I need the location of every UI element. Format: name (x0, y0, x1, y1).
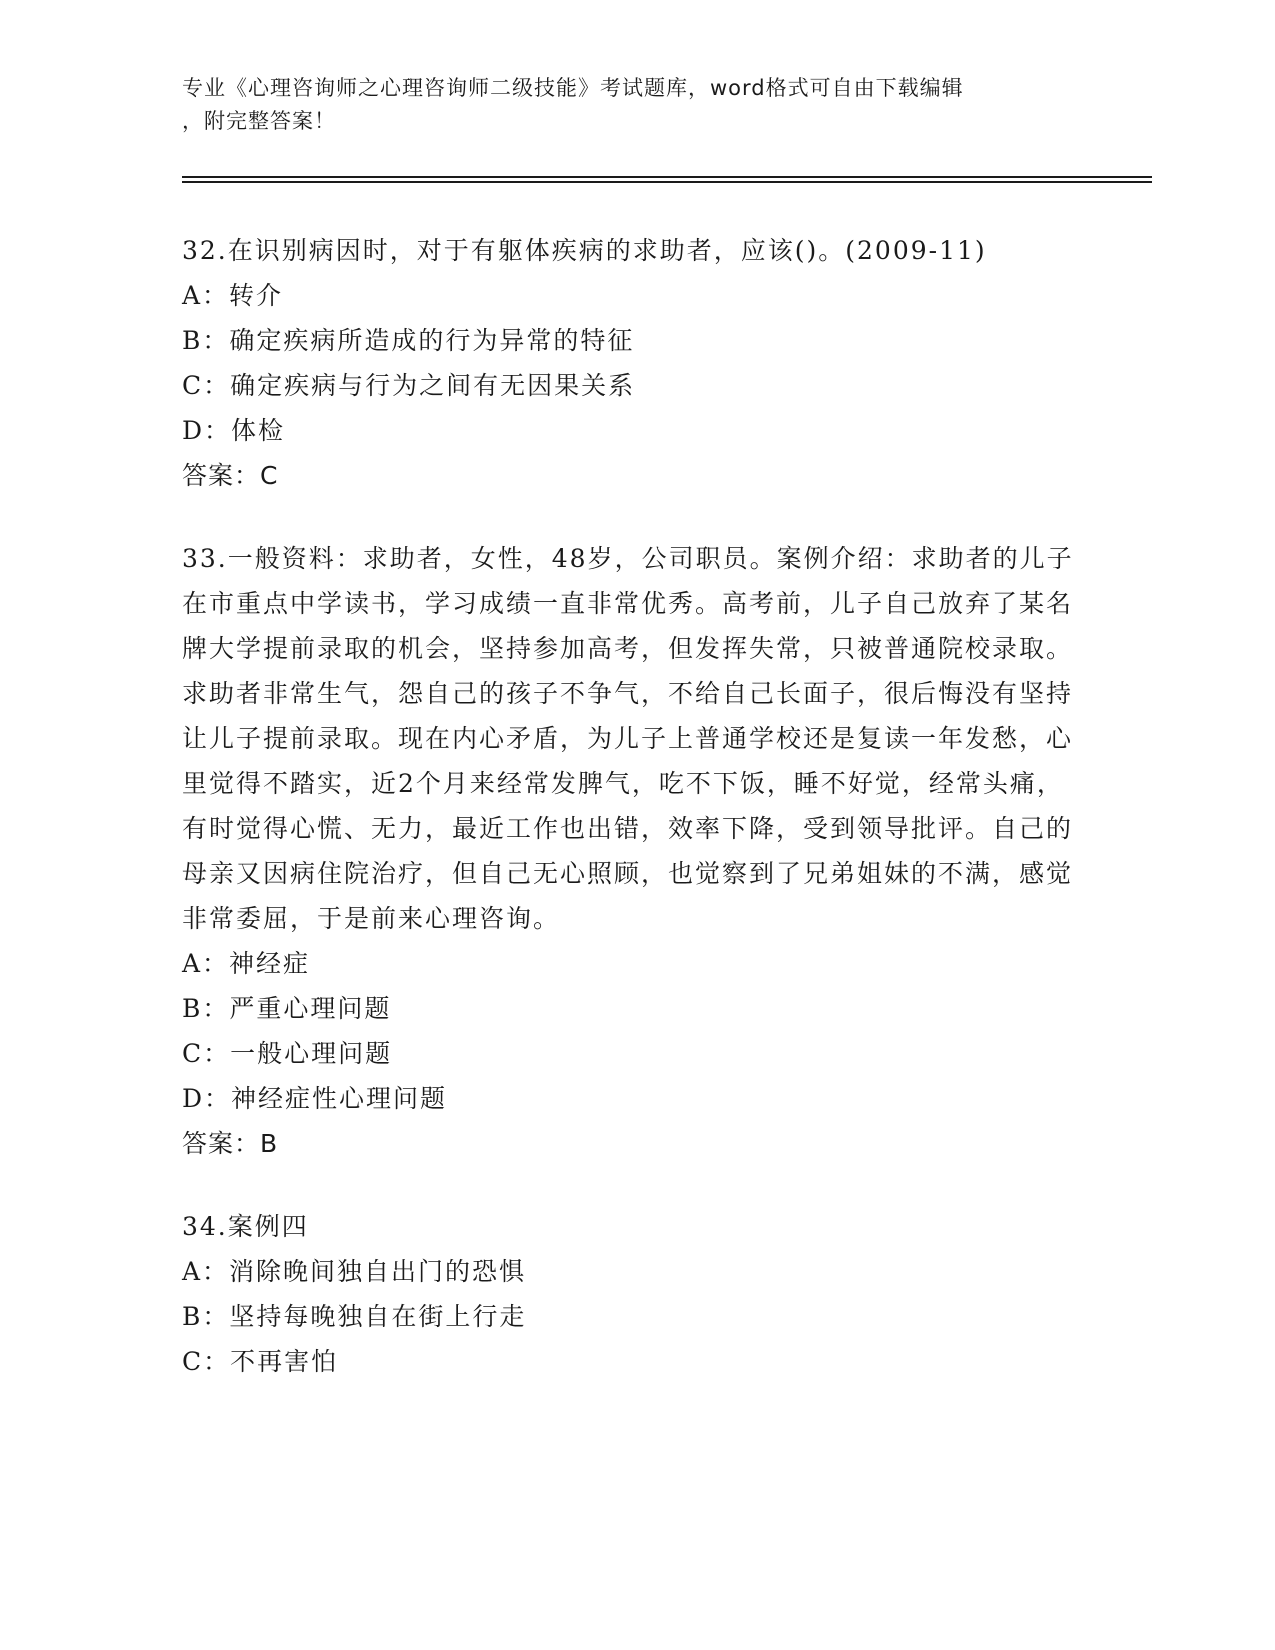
option-d: D：神经症性心理问题 (182, 1084, 448, 1113)
option-b: B：严重心理问题 (182, 994, 392, 1023)
header-divider-top (182, 176, 1152, 178)
header-line-2: ，附完整答案！ (182, 109, 336, 133)
option-b: B：坚持每晚独自在街上行走 (182, 1302, 527, 1331)
question-32 (182, 228, 1082, 498)
option-a: A：消除晚间独自出门的恐惧 (182, 1257, 527, 1286)
option-c: C：一般心理问题 (182, 1039, 393, 1068)
question-list (182, 228, 1082, 1422)
question-34 (182, 1204, 1082, 1384)
option-d: D：体检 (182, 416, 286, 445)
option-a: A：转介 (182, 281, 284, 310)
document-header (182, 72, 1082, 138)
option-c: C：不再害怕 (182, 1347, 339, 1376)
option-a: A：神经症 (182, 949, 311, 978)
answer: 答案：C (182, 461, 279, 490)
header-divider-bottom (182, 181, 1152, 183)
header-line-1: 专业《心理咨询师之心理咨询师二级技能》考试题库，word格式可自由下载编辑 (182, 76, 964, 100)
answer: 答案：B (182, 1129, 279, 1158)
question-stem: 33.一般资料：求助者，女性，48岁，公司职员。案例介绍：求助者的儿子在市重点中学读书，学习成绩一直非常优秀。高考前，儿子自己放弃了某名牌大学提前录取的机会，坚持参加高考，但发挥失常，只被普通院校录取。求助者非常生气，怨自己的孩子不争气，不给自己长面子，很后悔没有坚持让儿子提前录取。现在内心矛盾，为儿子上普通学校还是复读一年发愁，心里觉得不踏实，近2个月来经常发脾气，吃不下饭，睡不好觉，经常头痛，有时觉得心慌、无力，最近工作也出错，效率下降，受到领导批评。自己的母亲又因病住院治疗，但自己无心照顾，也觉察到了兄弟姐妹的不满，感觉非常委屈，于是前来心理咨询。 (182, 544, 1074, 933)
question-stem: 34.案例四 (182, 1212, 309, 1241)
option-b: B：确定疾病所造成的行为异常的特征 (182, 326, 635, 355)
question-33 (182, 536, 1082, 1166)
question-stem: 32.在识别病因时，对于有躯体疾病的求助者，应该()。(2009-11) (182, 236, 987, 265)
option-c: C：确定疾病与行为之间有无因果关系 (182, 371, 636, 400)
